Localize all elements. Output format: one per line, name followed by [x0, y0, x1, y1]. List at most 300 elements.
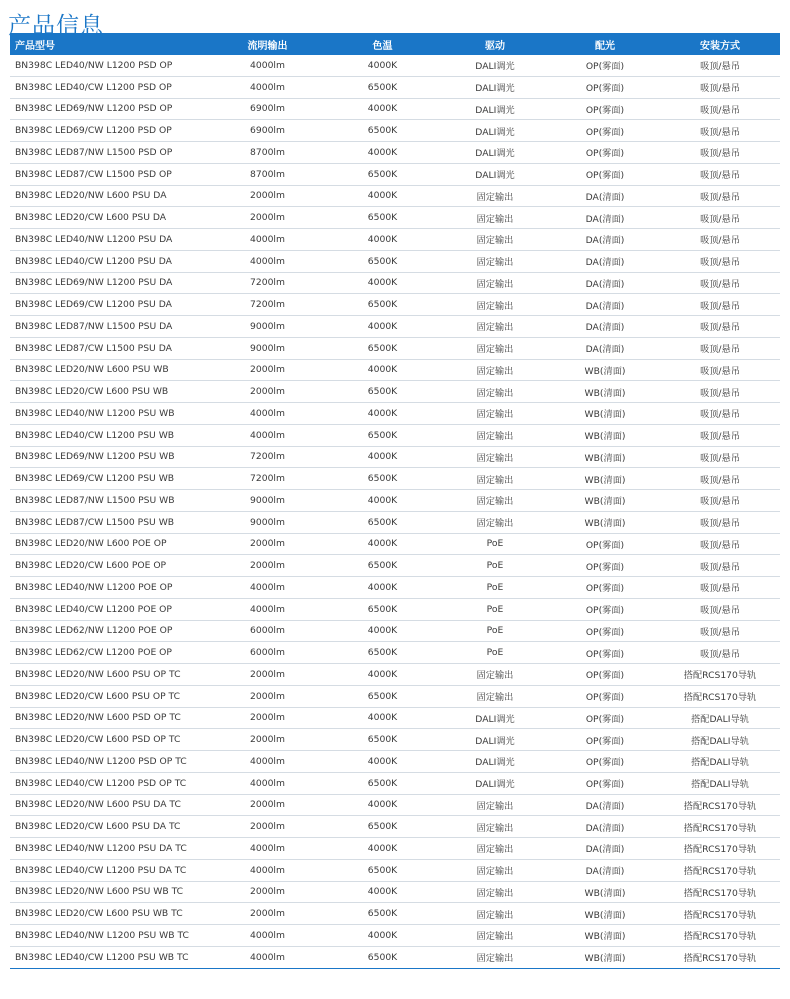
cell-flux: 4000lm	[210, 55, 325, 76]
cell-mounting: 吸顶/悬吊	[660, 490, 780, 512]
cell-driver: 固定输出	[440, 424, 550, 446]
cell-mounting: 搭配RCS170导轨	[660, 859, 780, 881]
cell-optic: WB(清面)	[550, 490, 660, 512]
cell-driver: 固定输出	[440, 490, 550, 512]
table-row	[10, 272, 780, 294]
table-row	[10, 120, 780, 142]
cell-cct: 4000K	[325, 98, 440, 120]
cell-cct: 6500K	[325, 163, 440, 185]
cell-optic: DA(清面)	[550, 794, 660, 816]
cell-driver: 固定输出	[440, 903, 550, 925]
product-spec-table	[10, 33, 780, 969]
cell-optic: DA(清面)	[550, 838, 660, 860]
cell-cct: 6500K	[325, 294, 440, 316]
table-row	[10, 946, 780, 968]
cell-optic: OP(雾面)	[550, 772, 660, 794]
header-driver: 驱动	[485, 40, 505, 52]
cell-optic: OP(雾面)	[550, 664, 660, 686]
cell-cct: 4000K	[325, 142, 440, 164]
table-row	[10, 772, 780, 794]
cell-driver: 固定输出	[440, 250, 550, 272]
table-row	[10, 642, 780, 664]
cell-cct: 4000K	[325, 751, 440, 773]
cell-flux: 8700lm	[210, 163, 325, 185]
cell-model: BN398C LED69/NW L1200 PSU DA	[10, 272, 210, 294]
table-row	[10, 838, 780, 860]
cell-driver: 固定输出	[440, 468, 550, 490]
cell-cct: 6500K	[325, 337, 440, 359]
header-flux: 流明输出	[247, 40, 288, 52]
cell-mounting: 搭配RCS170导轨	[660, 838, 780, 860]
table-header-row	[10, 33, 780, 55]
cell-flux: 8700lm	[210, 142, 325, 164]
cell-model: BN398C LED40/NW L1200 PSD OP TC	[10, 751, 210, 773]
cell-cct: 4000K	[325, 490, 440, 512]
cell-model: BN398C LED20/CW L600 POE OP	[10, 555, 210, 577]
cell-optic: WB(清面)	[550, 403, 660, 425]
cell-driver: DALI调光	[440, 142, 550, 164]
cell-cct: 6500K	[325, 468, 440, 490]
cell-flux: 4000lm	[210, 76, 325, 98]
cell-model: BN398C LED40/CW L1200 PSU DA	[10, 250, 210, 272]
cell-model: BN398C LED20/NW L600 POE OP	[10, 533, 210, 555]
cell-optic: WB(清面)	[550, 903, 660, 925]
cell-mounting: 吸顶/悬吊	[660, 468, 780, 490]
cell-model: BN398C LED69/NW L1200 PSD OP	[10, 98, 210, 120]
cell-flux: 6900lm	[210, 120, 325, 142]
cell-cct: 4000K	[325, 316, 440, 338]
cell-mounting: 吸顶/悬吊	[660, 642, 780, 664]
cell-mounting: 吸顶/悬吊	[660, 76, 780, 98]
cell-model: BN398C LED40/NW L1200 PSU WB	[10, 403, 210, 425]
cell-optic: DA(清面)	[550, 272, 660, 294]
table-row	[10, 424, 780, 446]
cell-flux: 2000lm	[210, 207, 325, 229]
cell-driver: 固定输出	[440, 816, 550, 838]
cell-mounting: 吸顶/悬吊	[660, 403, 780, 425]
cell-optic: OP(雾面)	[550, 577, 660, 599]
cell-flux: 7200lm	[210, 294, 325, 316]
cell-cct: 6500K	[325, 555, 440, 577]
table-row	[10, 294, 780, 316]
cell-optic: DA(清面)	[550, 207, 660, 229]
cell-cct: 6500K	[325, 424, 440, 446]
cell-mounting: 搭配RCS170导轨	[660, 925, 780, 947]
cell-cct: 4000K	[325, 664, 440, 686]
cell-mounting: 搭配RCS170导轨	[660, 794, 780, 816]
cell-mounting: 吸顶/悬吊	[660, 316, 780, 338]
header-cct: 色温	[372, 40, 393, 52]
cell-flux: 6000lm	[210, 620, 325, 642]
cell-model: BN398C LED69/CW L1200 PSU DA	[10, 294, 210, 316]
cell-optic: OP(雾面)	[550, 642, 660, 664]
cell-optic: OP(雾面)	[550, 729, 660, 751]
cell-cct: 4000K	[325, 403, 440, 425]
cell-flux: 2000lm	[210, 359, 325, 381]
cell-mounting: 吸顶/悬吊	[660, 120, 780, 142]
cell-optic: OP(雾面)	[550, 533, 660, 555]
table-row	[10, 185, 780, 207]
cell-driver: DALI调光	[440, 120, 550, 142]
table-row	[10, 577, 780, 599]
cell-mounting: 吸顶/悬吊	[660, 533, 780, 555]
cell-model: BN398C LED20/CW L600 PSU WB TC	[10, 903, 210, 925]
table-row	[10, 794, 780, 816]
cell-cct: 6500K	[325, 120, 440, 142]
cell-optic: DA(清面)	[550, 816, 660, 838]
cell-flux: 4000lm	[210, 838, 325, 860]
cell-optic: OP(雾面)	[550, 685, 660, 707]
cell-flux: 2000lm	[210, 381, 325, 403]
cell-cct: 6500K	[325, 946, 440, 968]
cell-model: BN398C LED40/CW L1200 PSD OP TC	[10, 772, 210, 794]
cell-optic: DA(清面)	[550, 337, 660, 359]
cell-optic: OP(雾面)	[550, 620, 660, 642]
cell-cct: 6500K	[325, 250, 440, 272]
cell-cct: 6500K	[325, 685, 440, 707]
cell-cct: 4000K	[325, 446, 440, 468]
cell-mounting: 吸顶/悬吊	[660, 163, 780, 185]
cell-flux: 2000lm	[210, 685, 325, 707]
cell-flux: 2000lm	[210, 664, 325, 686]
cell-optic: WB(清面)	[550, 468, 660, 490]
table-row	[10, 250, 780, 272]
table-row	[10, 76, 780, 98]
cell-cct: 4000K	[325, 229, 440, 251]
table-row	[10, 163, 780, 185]
cell-driver: PoE	[440, 620, 550, 642]
cell-mounting: 吸顶/悬吊	[660, 337, 780, 359]
table-row	[10, 381, 780, 403]
cell-optic: WB(清面)	[550, 381, 660, 403]
header-mounting: 安装方式	[700, 40, 740, 52]
cell-model: BN398C LED87/CW L1500 PSU WB	[10, 511, 210, 533]
cell-mounting: 搭配RCS170导轨	[660, 816, 780, 838]
cell-cct: 4000K	[325, 794, 440, 816]
cell-mounting: 吸顶/悬吊	[660, 185, 780, 207]
cell-driver: 固定输出	[440, 207, 550, 229]
cell-cct: 6500K	[325, 729, 440, 751]
cell-mounting: 搭配DALI导轨	[660, 751, 780, 773]
cell-mounting: 搭配DALI导轨	[660, 772, 780, 794]
cell-optic: OP(雾面)	[550, 55, 660, 76]
cell-flux: 9000lm	[210, 490, 325, 512]
cell-model: BN398C LED87/NW L1500 PSD OP	[10, 142, 210, 164]
cell-mounting: 吸顶/悬吊	[660, 272, 780, 294]
cell-model: BN398C LED87/NW L1500 PSU DA	[10, 316, 210, 338]
cell-mounting: 吸顶/悬吊	[660, 98, 780, 120]
cell-cct: 4000K	[325, 55, 440, 76]
table-row	[10, 925, 780, 947]
table-row	[10, 707, 780, 729]
cell-driver: 固定输出	[440, 316, 550, 338]
cell-model: BN398C LED87/NW L1500 PSU WB	[10, 490, 210, 512]
cell-optic: WB(清面)	[550, 881, 660, 903]
cell-driver: DALI调光	[440, 751, 550, 773]
cell-mounting: 搭配RCS170导轨	[660, 946, 780, 968]
cell-mounting: 吸顶/悬吊	[660, 207, 780, 229]
cell-optic: DA(清面)	[550, 316, 660, 338]
table-row	[10, 207, 780, 229]
table-row	[10, 751, 780, 773]
cell-driver: PoE	[440, 555, 550, 577]
cell-mounting: 吸顶/悬吊	[660, 229, 780, 251]
cell-mounting: 搭配DALI导轨	[660, 707, 780, 729]
cell-driver: DALI调光	[440, 163, 550, 185]
cell-model: BN398C LED40/NW L1200 PSU DA	[10, 229, 210, 251]
cell-cct: 4000K	[325, 577, 440, 599]
cell-flux: 2000lm	[210, 816, 325, 838]
cell-model: BN398C LED69/NW L1200 PSU WB	[10, 446, 210, 468]
cell-model: BN398C LED40/NW L1200 POE OP	[10, 577, 210, 599]
cell-model: BN398C LED20/CW L600 PSU WB	[10, 381, 210, 403]
cell-model: BN398C LED40/CW L1200 POE OP	[10, 598, 210, 620]
cell-flux: 6900lm	[210, 98, 325, 120]
cell-model: BN398C LED40/CW L1200 PSU WB TC	[10, 946, 210, 968]
table-row	[10, 98, 780, 120]
table-row	[10, 359, 780, 381]
cell-flux: 4000lm	[210, 577, 325, 599]
cell-flux: 2000lm	[210, 903, 325, 925]
table-row	[10, 337, 780, 359]
cell-mounting: 吸顶/悬吊	[660, 511, 780, 533]
cell-mounting: 吸顶/悬吊	[660, 424, 780, 446]
cell-mounting: 搭配RCS170导轨	[660, 664, 780, 686]
cell-driver: 固定输出	[440, 294, 550, 316]
cell-model: BN398C LED40/CW L1200 PSU WB	[10, 424, 210, 446]
cell-mounting: 吸顶/悬吊	[660, 555, 780, 577]
cell-model: BN398C LED20/NW L600 PSU DA	[10, 185, 210, 207]
cell-cct: 4000K	[325, 707, 440, 729]
cell-flux: 7200lm	[210, 468, 325, 490]
cell-model: BN398C LED20/NW L600 PSD OP TC	[10, 707, 210, 729]
cell-mounting: 搭配RCS170导轨	[660, 685, 780, 707]
cell-mounting: 吸顶/悬吊	[660, 55, 780, 76]
cell-mounting: 吸顶/悬吊	[660, 250, 780, 272]
cell-driver: DALI调光	[440, 98, 550, 120]
table-row	[10, 555, 780, 577]
cell-optic: OP(雾面)	[550, 163, 660, 185]
cell-mounting: 搭配RCS170导轨	[660, 881, 780, 903]
cell-flux: 2000lm	[210, 729, 325, 751]
table-row	[10, 816, 780, 838]
cell-flux: 4000lm	[210, 598, 325, 620]
table-row	[10, 685, 780, 707]
cell-model: BN398C LED40/CW L1200 PSU DA TC	[10, 859, 210, 881]
cell-model: BN398C LED20/NW L600 PSU WB	[10, 359, 210, 381]
cell-cct: 6500K	[325, 859, 440, 881]
cell-flux: 2000lm	[210, 185, 325, 207]
cell-mounting: 吸顶/悬吊	[660, 142, 780, 164]
cell-flux: 4000lm	[210, 250, 325, 272]
cell-model: BN398C LED20/CW L600 PSU DA	[10, 207, 210, 229]
cell-model: BN398C LED20/CW L600 PSD OP TC	[10, 729, 210, 751]
cell-optic: DA(清面)	[550, 229, 660, 251]
cell-cct: 4000K	[325, 533, 440, 555]
cell-flux: 2000lm	[210, 707, 325, 729]
cell-flux: 2000lm	[210, 555, 325, 577]
cell-optic: WB(清面)	[550, 446, 660, 468]
table-row	[10, 490, 780, 512]
cell-cct: 6500K	[325, 511, 440, 533]
cell-flux: 4000lm	[210, 946, 325, 968]
cell-optic: OP(雾面)	[550, 707, 660, 729]
cell-model: BN398C LED62/NW L1200 POE OP	[10, 620, 210, 642]
cell-cct: 4000K	[325, 620, 440, 642]
cell-model: BN398C LED40/NW L1200 PSU DA TC	[10, 838, 210, 860]
cell-optic: WB(清面)	[550, 925, 660, 947]
cell-flux: 4000lm	[210, 403, 325, 425]
cell-flux: 4000lm	[210, 859, 325, 881]
cell-flux: 4000lm	[210, 229, 325, 251]
table-row	[10, 403, 780, 425]
cell-model: BN398C LED62/CW L1200 POE OP	[10, 642, 210, 664]
cell-driver: 固定输出	[440, 838, 550, 860]
cell-model: BN398C LED40/NW L1200 PSD OP	[10, 55, 210, 76]
cell-optic: DA(清面)	[550, 250, 660, 272]
table-row	[10, 468, 780, 490]
cell-driver: DALI调光	[440, 76, 550, 98]
cell-cct: 6500K	[325, 816, 440, 838]
cell-mounting: 搭配DALI导轨	[660, 729, 780, 751]
page-title: 产品信息	[8, 13, 104, 40]
cell-model: BN398C LED40/NW L1200 PSU WB TC	[10, 925, 210, 947]
cell-flux: 7200lm	[210, 446, 325, 468]
cell-optic: DA(清面)	[550, 294, 660, 316]
cell-driver: 固定输出	[440, 794, 550, 816]
cell-driver: 固定输出	[440, 359, 550, 381]
cell-driver: 固定输出	[440, 381, 550, 403]
cell-model: BN398C LED20/NW L600 PSU OP TC	[10, 664, 210, 686]
cell-mounting: 吸顶/悬吊	[660, 446, 780, 468]
table-row	[10, 859, 780, 881]
cell-mounting: 吸顶/悬吊	[660, 598, 780, 620]
cell-model: BN398C LED40/CW L1200 PSD OP	[10, 76, 210, 98]
header-model: 产品型号	[15, 40, 55, 52]
table-body	[10, 55, 780, 968]
cell-optic: OP(雾面)	[550, 76, 660, 98]
cell-model: BN398C LED20/NW L600 PSU DA TC	[10, 794, 210, 816]
cell-flux: 4000lm	[210, 772, 325, 794]
cell-model: BN398C LED20/CW L600 PSU OP TC	[10, 685, 210, 707]
cell-flux: 6000lm	[210, 642, 325, 664]
table-row	[10, 511, 780, 533]
cell-cct: 6500K	[325, 598, 440, 620]
cell-cct: 4000K	[325, 925, 440, 947]
cell-cct: 6500K	[325, 76, 440, 98]
cell-driver: 固定输出	[440, 925, 550, 947]
cell-cct: 6500K	[325, 381, 440, 403]
cell-flux: 2000lm	[210, 533, 325, 555]
cell-cct: 4000K	[325, 881, 440, 903]
cell-driver: 固定输出	[440, 946, 550, 968]
cell-optic: OP(雾面)	[550, 98, 660, 120]
table-row	[10, 142, 780, 164]
cell-driver: 固定输出	[440, 403, 550, 425]
cell-flux: 9000lm	[210, 511, 325, 533]
cell-cct: 4000K	[325, 359, 440, 381]
cell-model: BN398C LED87/CW L1500 PSD OP	[10, 163, 210, 185]
table-row	[10, 229, 780, 251]
cell-flux: 4000lm	[210, 751, 325, 773]
cell-optic: DA(清面)	[550, 185, 660, 207]
table-row	[10, 664, 780, 686]
cell-optic: OP(雾面)	[550, 142, 660, 164]
table-row	[10, 55, 780, 76]
cell-optic: WB(清面)	[550, 946, 660, 968]
cell-optic: WB(清面)	[550, 511, 660, 533]
cell-flux: 4000lm	[210, 424, 325, 446]
cell-cct: 6500K	[325, 207, 440, 229]
cell-driver: PoE	[440, 598, 550, 620]
table-row	[10, 620, 780, 642]
cell-driver: 固定输出	[440, 185, 550, 207]
cell-cct: 4000K	[325, 185, 440, 207]
cell-flux: 2000lm	[210, 881, 325, 903]
table-row	[10, 446, 780, 468]
cell-flux: 2000lm	[210, 794, 325, 816]
header-optic: 配光	[595, 40, 615, 52]
cell-mounting: 吸顶/悬吊	[660, 620, 780, 642]
table-row	[10, 903, 780, 925]
cell-optic: OP(雾面)	[550, 120, 660, 142]
cell-model: BN398C LED20/NW L600 PSU WB TC	[10, 881, 210, 903]
table-row	[10, 598, 780, 620]
table-row	[10, 533, 780, 555]
cell-flux: 9000lm	[210, 316, 325, 338]
cell-flux: 9000lm	[210, 337, 325, 359]
table-row	[10, 881, 780, 903]
cell-driver: 固定输出	[440, 229, 550, 251]
cell-optic: WB(清面)	[550, 359, 660, 381]
cell-cct: 4000K	[325, 272, 440, 294]
cell-cct: 4000K	[325, 838, 440, 860]
cell-optic: OP(雾面)	[550, 751, 660, 773]
cell-driver: 固定输出	[440, 859, 550, 881]
cell-driver: 固定输出	[440, 337, 550, 359]
cell-mounting: 吸顶/悬吊	[660, 294, 780, 316]
cell-model: BN398C LED87/CW L1500 PSU DA	[10, 337, 210, 359]
cell-driver: DALI调光	[440, 55, 550, 76]
table-row	[10, 729, 780, 751]
cell-cct: 6500K	[325, 642, 440, 664]
cell-driver: DALI调光	[440, 707, 550, 729]
cell-driver: 固定输出	[440, 511, 550, 533]
cell-driver: 固定输出	[440, 685, 550, 707]
cell-cct: 6500K	[325, 772, 440, 794]
cell-driver: DALI调光	[440, 729, 550, 751]
cell-mounting: 吸顶/悬吊	[660, 359, 780, 381]
cell-driver: 固定输出	[440, 881, 550, 903]
table-header	[10, 33, 780, 55]
cell-optic: OP(雾面)	[550, 598, 660, 620]
cell-flux: 4000lm	[210, 925, 325, 947]
cell-model: BN398C LED20/CW L600 PSU DA TC	[10, 816, 210, 838]
cell-mounting: 搭配RCS170导轨	[660, 903, 780, 925]
cell-optic: WB(清面)	[550, 424, 660, 446]
cell-driver: DALI调光	[440, 772, 550, 794]
cell-driver: PoE	[440, 577, 550, 599]
cell-optic: DA(清面)	[550, 859, 660, 881]
cell-mounting: 吸顶/悬吊	[660, 381, 780, 403]
cell-mounting: 吸顶/悬吊	[660, 577, 780, 599]
cell-driver: 固定输出	[440, 664, 550, 686]
cell-cct: 6500K	[325, 903, 440, 925]
table-row	[10, 316, 780, 338]
cell-driver: 固定输出	[440, 446, 550, 468]
cell-flux: 7200lm	[210, 272, 325, 294]
cell-driver: PoE	[440, 642, 550, 664]
